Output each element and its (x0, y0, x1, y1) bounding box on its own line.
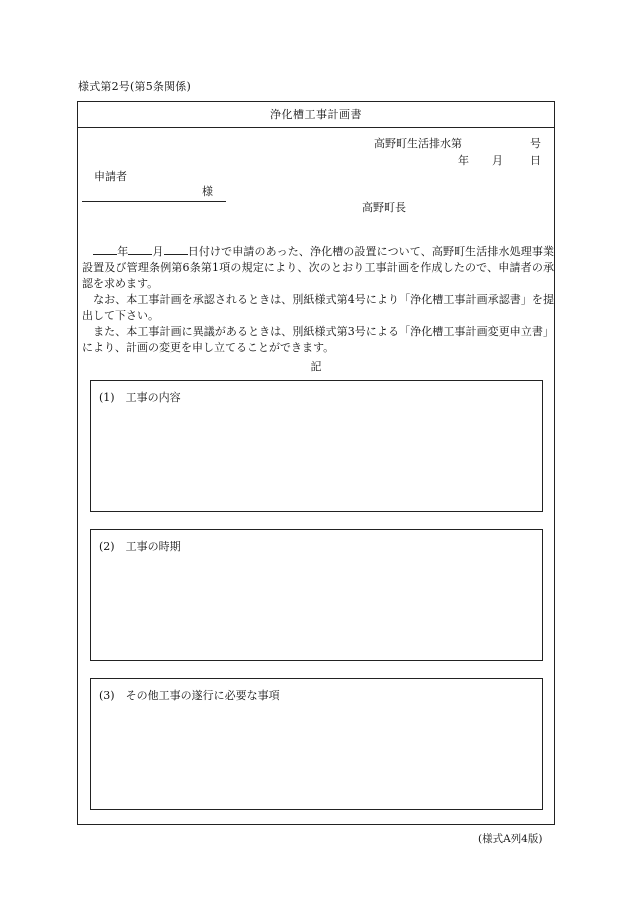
date-blank-day (164, 242, 188, 255)
body-text (82, 242, 554, 356)
applicant-honorific: 様 (202, 185, 213, 198)
body-paragraph-1 (82, 242, 554, 292)
header-date-month: 月 (492, 154, 503, 167)
date-blank-year (93, 242, 117, 255)
section-label-other-matters: (3) その他工事の遂行に必要な事項 (99, 689, 280, 702)
body-paragraph-1-text: 日付けで申請のあった、浄化槽の設置について、高野町生活排水処理事業設置及び管理条例第6条第1項の規定により、次のとおり工事計画を作成したので、申請者の承認を求めます。 (82, 245, 555, 290)
body-paragraph-3-text: また、本工事計画に異議があるときは、別紙様式第3号による「浄化槽工事計画変更申立書」により、計画の変更を申し立てることができます。 (82, 325, 555, 354)
applicant-label: 申請者 (94, 170, 127, 183)
form-title: 浄化槽工事計画書 (78, 102, 554, 128)
section-box-work-period[interactable] (90, 529, 543, 661)
form-frame (77, 101, 555, 825)
mayor-signatory: 高野町長 (362, 201, 406, 214)
section-label-work-period: (2) 工事の時期 (99, 540, 181, 553)
body-paragraph-2-text: なお、本工事計画を承認されるときは、別紙様式第4号により「浄化槽工事計画承認書」を提出して下さい。 (82, 293, 555, 322)
body-paragraph-2 (82, 292, 554, 324)
body-year-label: 年 (117, 245, 129, 258)
document-number-prefix: 高野町生活排水第 (374, 137, 462, 150)
paper-size-note: (様式A列4版) (478, 833, 543, 845)
header-date-year: 年 (458, 154, 469, 167)
section-label-work-content: (1) 工事の内容 (99, 391, 181, 404)
header-date-day: 日 (530, 154, 541, 167)
section-box-work-content[interactable] (90, 380, 543, 512)
form-number: 様式第2号(第5条関係) (78, 80, 191, 93)
document-number-suffix: 号 (530, 137, 541, 150)
section-box-other-matters[interactable] (90, 678, 543, 810)
applicant-name-line (82, 201, 226, 202)
date-blank-month (128, 242, 152, 255)
body-paragraph-3 (82, 324, 554, 356)
body-month-label: 月 (152, 245, 164, 258)
ki-heading: 記 (310, 360, 322, 373)
